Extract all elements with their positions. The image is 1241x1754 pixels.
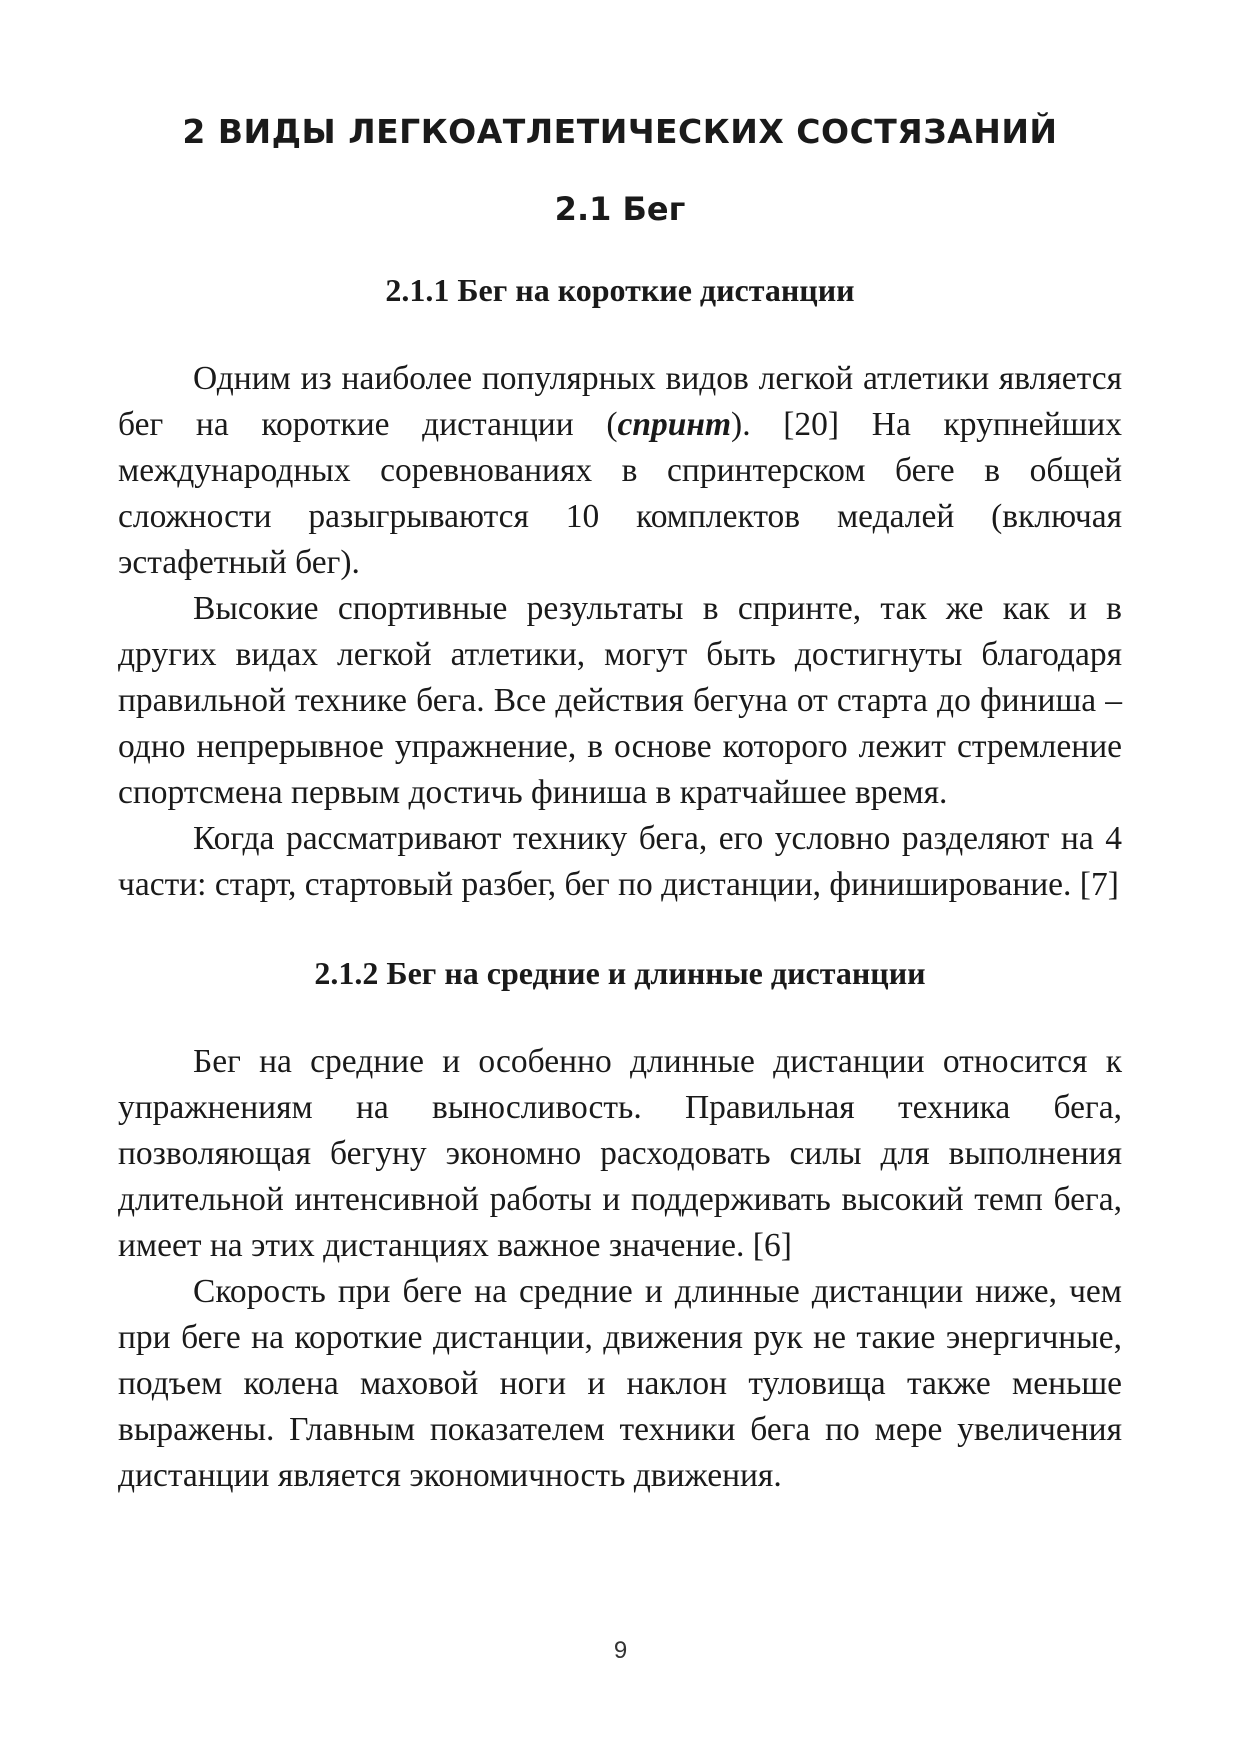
subsection-title-long-distance: 2.1.2 Бег на средние и длинные дистанции (314, 955, 926, 991)
paragraph-text: ). [20] На крупнейших международных соревнованиях в спринтерском беге в общей сложности разыгрываются 10 комплектов медалей (включая эстафетный бег). (118, 406, 1122, 581)
section-title: 2.1 Бег (554, 190, 686, 228)
page-number: 9 (613, 1637, 628, 1664)
chapter-title: 2 ВИДЫ ЛЕГКОАТЛЕТИЧЕСКИХ СОСТЯЗАНИЙ (182, 112, 1058, 151)
emphasis-term: спринт (617, 406, 732, 443)
paragraph: Бег на средние и особенно длинные дистанции относится к упражнениям на выносливость. Правильная техника бега, позволяющая бегуну экономно расходовать силы для выполнения длительной интенсивной работы и поддерживать высокий темп бега, имеет на этих дистанциях важное значение. [6] (118, 1043, 1122, 1264)
paragraph: Скорость при беге на средние и длинные дистанции ниже, чем при беге на короткие дистанции, движения рук не такие энергичные, подъем колена маховой ноги и наклон туловища также меньше выражены. Главным показателем техники бега по мере увеличения дистанции является экономичность движения. (118, 1273, 1122, 1494)
paragraph-text: Одним из наиболее популярных видов легкой атлетики является бег на короткие дистанции ( (118, 360, 1122, 443)
subsection-title-short-distance: 2.1.1 Бег на короткие дистанции (385, 272, 855, 308)
paragraph (118, 356, 1122, 586)
paragraph: Высокие спортивные результаты в спринте, так же как и в других видах легкой атлетики, могут быть достигнуты благодаря правильной технике бега. Все действия бегуна от старта до финиша – одно непрерывное упражнение, в основе которого лежит стремление спортсмена первым достичь финиша в кратчайшее время. (118, 590, 1122, 811)
subsection-body-long-distance (118, 1039, 1122, 1499)
paragraph: Когда рассматривают технику бега, его условно разделяют на 4 части: старт, стартовый разбег, бег по дистанции, финиширование. [7] (118, 820, 1122, 903)
subsection-body-short-distance (118, 356, 1122, 908)
